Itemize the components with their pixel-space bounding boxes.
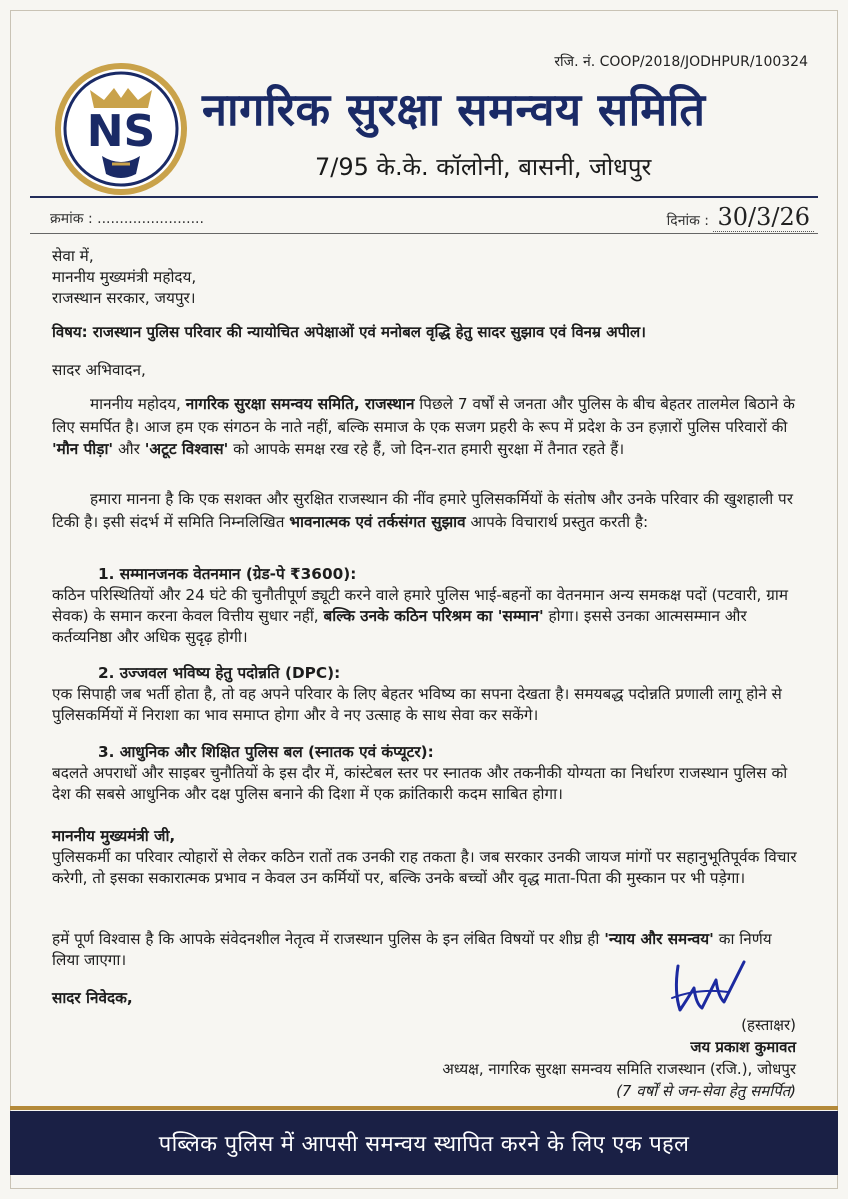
date-value: 30/3/26 (713, 203, 814, 232)
salutation-cm: माननीय मुख्यमंत्री जी, (52, 827, 176, 845)
footer-banner (10, 1111, 838, 1175)
reference-number: क्रमांक : ........................ (50, 211, 204, 227)
point-3-title: 3. आधुनिक और शिक्षित पुलिस बल (स्नातक एवं कंप्यूटर): (98, 743, 434, 761)
family-paragraph: पुलिसकर्मी का परिवार त्योहारों से लेकर कठिन रातों तक उनकी राह तकता है। जब सरकार उनकी जायज मांगों पर सहानुभूतिपूर्वक विचार करेगी, तो इसका सकारात्मक प्रभाव न केवल उन कर्मियों पर, बल्कि उनके बच्चों और वृद्ध माता-पिता की मुस्कान पर भी पड़ेगा। (52, 848, 797, 887)
footer-accent (10, 1106, 838, 1110)
subject-line: विषय: राजस्थान पुलिस परिवार की न्यायोचित अपेक्षाओं एवं मनोबल वृद्धि हेतु सादर सुझाव एवं विनम्र अपील। (52, 323, 646, 341)
signatory-tagline: (7 वर्षों से जन-सेवा हेतु समर्पित) (616, 1082, 796, 1100)
recipient-line: माननीय मुख्यमंत्री महोदय, (52, 268, 197, 286)
point-2 (52, 663, 802, 726)
date-divider (30, 233, 818, 234)
signatory-name: जय प्रकाश कुमावत (690, 1038, 796, 1056)
recipient-line: सेवा में, (52, 247, 94, 265)
header-divider (30, 196, 818, 198)
point-2-title: 2. उज्जवल भविष्य हेतु पदोन्नति (DPC): (98, 664, 341, 682)
organization-logo (52, 60, 190, 198)
point-1 (52, 564, 802, 648)
closing-salutation: सादर निवेदक, (52, 989, 133, 1007)
point-1-text: कठिन परिस्थितियों और 24 घंटे की चुनौतीपूर्ण ड्यूटी करने वाले हमारे पुलिस भाई-बहनों का वेतनमान अन्य समकक्ष पदों (पटवारी, ग्राम सेवक) के समान करना केवल वित्तीय सुधार नहीं, बल्कि उनके कठिन परिश्रम का 'सम्मान' होगा। इससे उनका आत्मसम्मान और कर्तव्यनिष्ठा और अधिक सुदृढ़ होगी। (52, 586, 788, 646)
point-1-title: 1. सम्मानजनक वेतनमान (ग्रेड-पे ₹3600): (98, 565, 357, 583)
point-3-text: बदलते अपराधों और साइबर चुनौतियों के इस दौर में, कांस्टेबल स्तर पर स्नातक और तकनीकी योग्यता का निर्धारण राजस्थान पुलिस को देश की सबसे आधुनिक और दक्ष पुलिस बनाने की दिशा में एक क्रांतिकारी कदम साबित होगा। (52, 764, 788, 803)
date-field (667, 203, 814, 231)
signature-block (442, 1014, 796, 1102)
date-label: दिनांक : (666, 213, 714, 229)
recipient-block (52, 246, 802, 309)
organization-name: नागरिक सुरक्षा समन्वय समिति (202, 83, 706, 136)
signatory-designation: अध्यक्ष, नागरिक सुरक्षा समन्वय समिति राजस्थान (रजि.), जोधपुर (442, 1060, 796, 1078)
paragraph-intro: माननीय महोदय, नागरिक सुरक्षा समन्वय समिति, राजस्थान पिछले 7 वर्षों से जनता और पुलिस के बीच बेहतर तालमेल बिठाने के लिए समर्पित है। आज हम एक संगठन के नाते नहीं, बल्कि समाज के एक सजग प्रहरी के रूप में प्रदेश के उन हज़ारों पुलिस परिवारों की 'मौन पीड़ा' और 'अटूट विश्वास' को आपके समक्ष रख रहे हैं, जो दिन-रात हमारी सुरक्षा में तैनात रहते हैं। (52, 395, 795, 458)
signature-label: (हस्ताक्षर) (741, 1016, 796, 1034)
point-2-text: एक सिपाही जब भर्ती होता है, तो वह अपने परिवार के लिए बेहतर भविष्य का सपना देखता है। समयबद्ध पदोन्नति प्रणाली लागू होने से पुलिसकर्मियों में निराशा का भाव समाप्त होगा और वे नए उत्साह के साथ सेवा कर सकेंगे। (52, 685, 782, 724)
point-3 (52, 742, 802, 805)
confidence-paragraph: हमें पूर्ण विश्वास है कि आपके संवेदनशील नेतृत्व में राजस्थान पुलिस के इन लंबित विषयों पर शीघ्र ही 'न्याय और समन्वय' का निर्णय लिया जाएगा। (52, 930, 772, 969)
registration-number: रजि. नं. COOP/2018/JODHPUR/100324 (554, 54, 808, 70)
logo-lettering: NS (86, 106, 156, 157)
closing-paragraph (52, 826, 802, 889)
footer-slogan: पब्लिक पुलिस में आपसी समन्वय स्थापित करने के लिए एक पहल (158, 1132, 690, 1157)
greeting: सादर अभिवादन, (52, 361, 146, 379)
recipient-line: राजस्थान सरकार, जयपुर। (52, 289, 196, 307)
organization-address: 7/95 के.के. कॉलोनी, बासनी, जोधपुर (315, 153, 652, 181)
paragraph-belief: हमारा मानना है कि एक सशक्त और सुरक्षित राजस्थान की नींव हमारे पुलिसकर्मियों के संतोष और उनके परिवार की खुशहाली पर टिकी है। इसी संदर्भ में समिति निम्नलिखित भावनात्मक एवं तर्कसंगत सुझाव आपके विचारार्थ प्रस्तुत करती है: (52, 490, 794, 531)
